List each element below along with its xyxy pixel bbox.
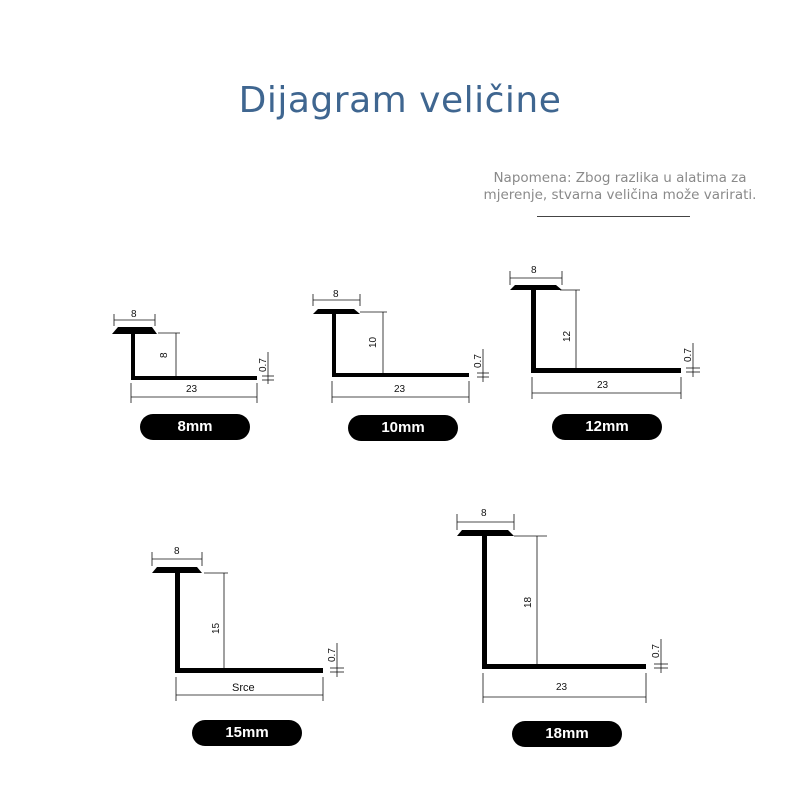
thickness-label: 0.7 xyxy=(683,348,694,362)
width-label: 8 xyxy=(481,508,487,519)
note-line-2: mjerenje, stvarna veličina može varirati. xyxy=(483,187,757,203)
width-label: 8 xyxy=(531,265,537,276)
height-label: 12 xyxy=(562,330,573,342)
thickness-label: 0.7 xyxy=(258,358,269,372)
size-badge-10mm: 10mm xyxy=(348,415,458,441)
size-badge-15mm: 15mm xyxy=(192,720,302,746)
length-label: 23 xyxy=(186,384,198,395)
size-badge-18mm: 18mm xyxy=(512,721,622,747)
size-badge-8mm: 8mm xyxy=(140,414,250,440)
length-label: 23 xyxy=(597,380,609,391)
height-label: 15 xyxy=(211,622,222,634)
vertical-web xyxy=(482,535,487,669)
length-label: 23 xyxy=(394,384,406,395)
bottom-leg xyxy=(482,664,646,669)
height-label: 18 xyxy=(523,596,534,608)
height-label: 8 xyxy=(159,352,170,358)
thickness-label: 0.7 xyxy=(651,644,662,658)
thickness-label: 0.7 xyxy=(327,648,338,662)
size-badge-12mm: 12mm xyxy=(552,414,662,440)
length-label: Srce xyxy=(232,682,255,694)
thickness-label: 0.7 xyxy=(473,354,484,368)
page-title: Dijagram veličine xyxy=(238,80,562,121)
length-label: 23 xyxy=(556,682,568,693)
width-label: 8 xyxy=(333,289,339,300)
note-line-1: Napomena: Zbog razlika u alatima za xyxy=(493,170,747,186)
height-label: 10 xyxy=(368,336,379,348)
width-label: 8 xyxy=(131,309,137,320)
width-label: 8 xyxy=(174,546,180,557)
